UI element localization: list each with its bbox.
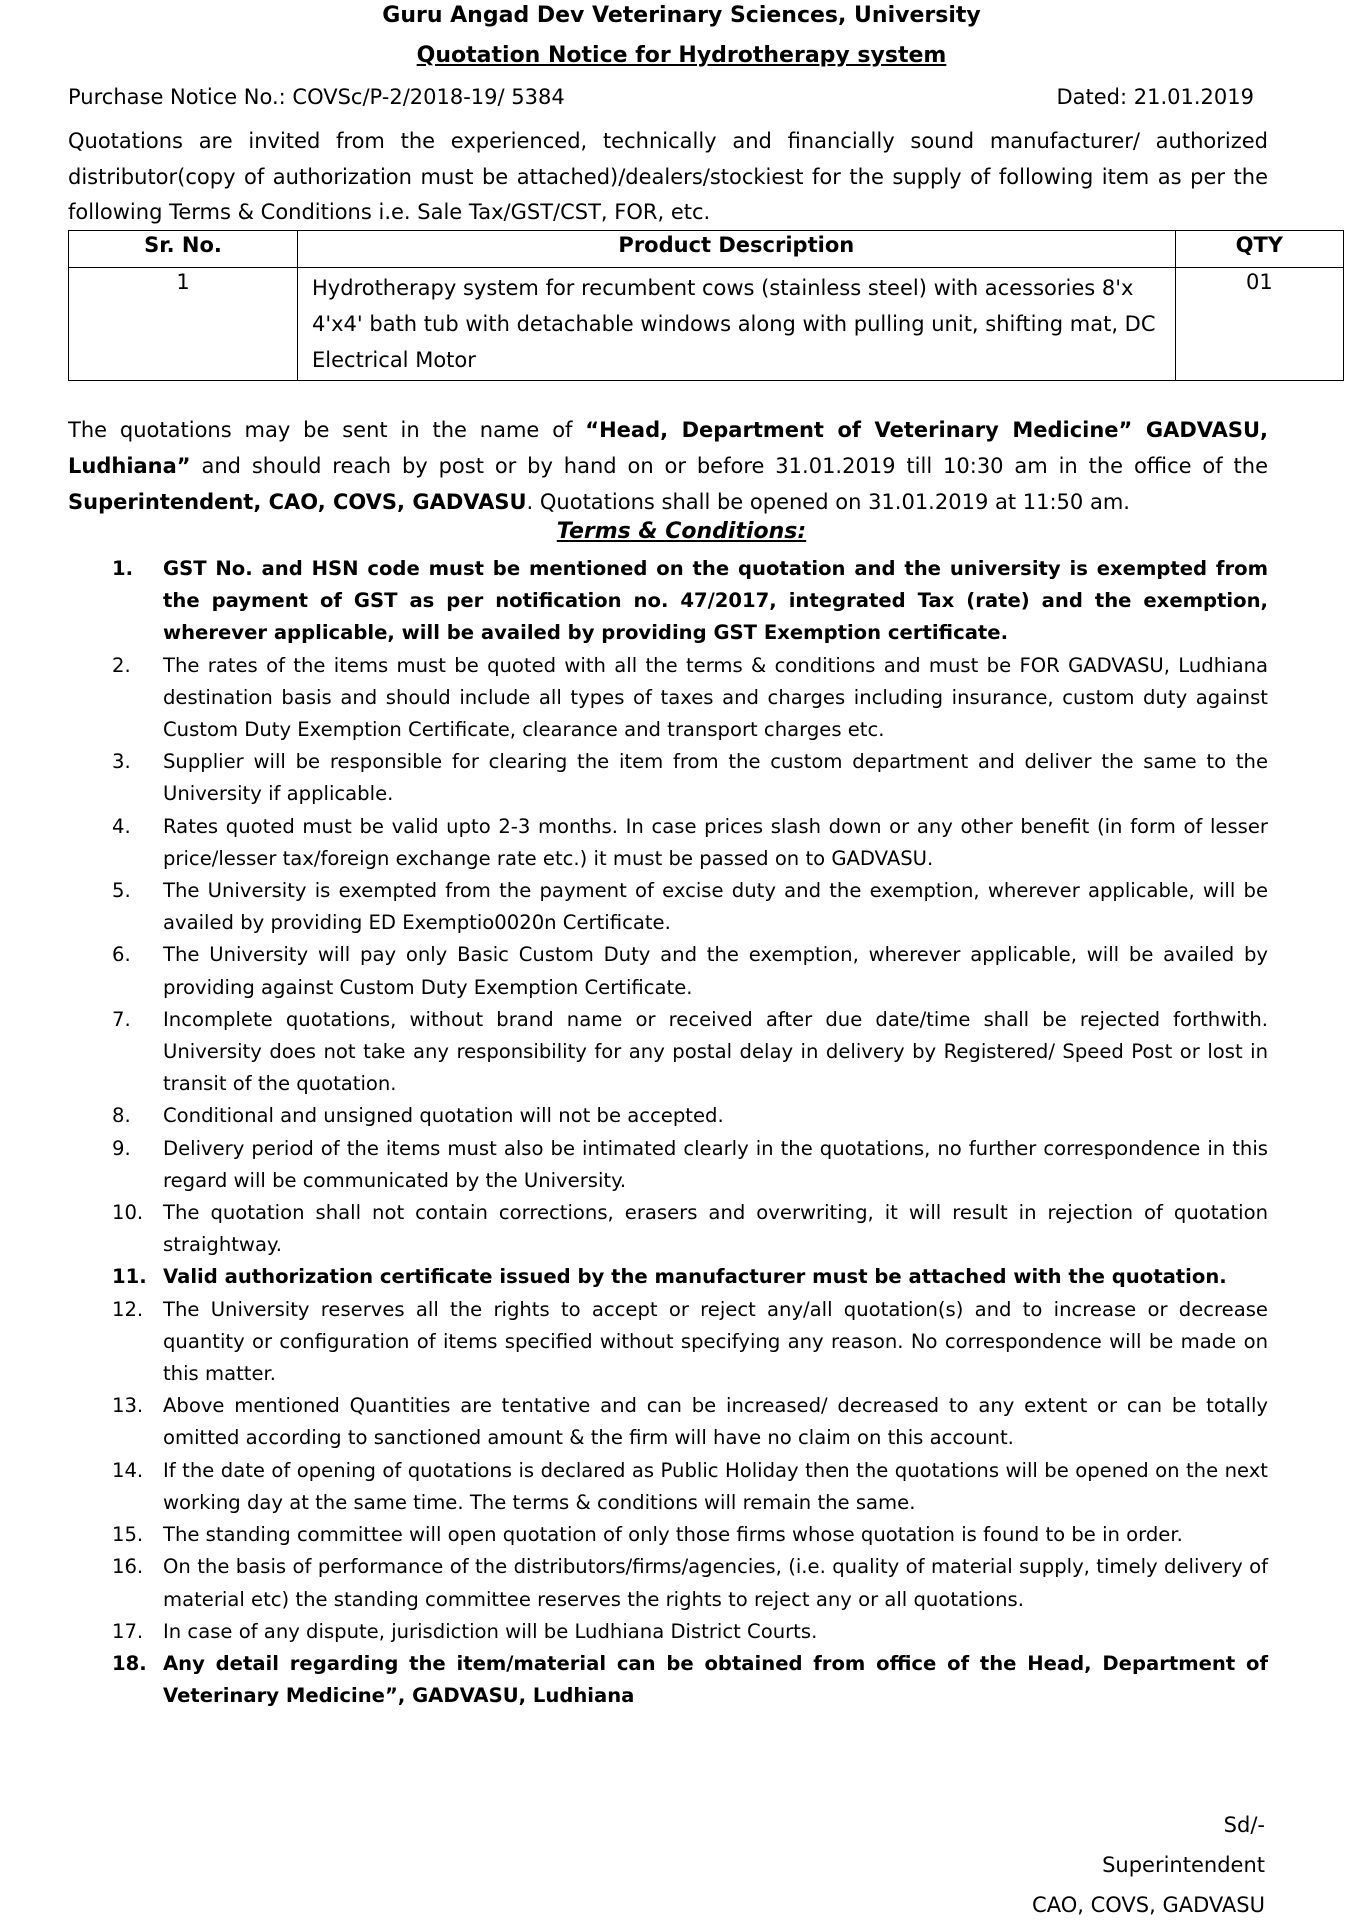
table-row	[69, 268, 1344, 381]
list-item	[68, 1616, 1268, 1648]
term-number: 17.	[112, 1619, 144, 1643]
term-text: If the date of opening of quotations is declared as Public Holiday then the quotations will be opened on the next working day at the same time. The terms & conditions will remain the same.	[163, 1458, 1268, 1514]
list-item	[68, 1519, 1268, 1551]
submission-addressee: “Head, Department of Veterinary Medicine” GADVASU, Ludhiana”	[68, 418, 1268, 478]
signature-designation: Superintendent	[1102, 1853, 1265, 1877]
term-text: The University will pay only Basic Custom Duty and the exemption, wherever applicable, will be availed by providing against Custom Duty Exemption Certificate.	[163, 943, 1268, 999]
purchase-notice-number: Purchase Notice No.: COVSc/P-2/2018-19/ 5384	[68, 85, 565, 109]
term-text: The quotation shall not contain corrections, erasers and overwriting, it will result in rejection of quotation straightway.	[163, 1201, 1268, 1257]
list-item	[68, 553, 1268, 650]
signature-office: CAO, COVS, GADVASU	[1032, 1893, 1265, 1917]
term-text: The University is exempted from the payment of excise duty and the exemption, wherever applicable, will be availed by providing ED Exemptio0020n Certificate.	[163, 879, 1268, 935]
term-number: 16.	[112, 1555, 144, 1579]
list-item	[68, 1261, 1268, 1293]
cell-sr: 1	[69, 268, 298, 381]
term-text: The standing committee will open quotation of only those firms whose quotation is found to be in order.	[163, 1523, 1183, 1547]
list-item	[68, 650, 1268, 747]
term-number: 12.	[112, 1297, 144, 1321]
items-table	[68, 230, 1344, 381]
term-text: Valid authorization certificate issued by the manufacturer must be attached with the quotation.	[163, 1265, 1227, 1289]
list-item	[68, 1648, 1268, 1712]
term-text: Conditional and unsigned quotation will not be accepted.	[163, 1104, 724, 1128]
col-header-sr: Sr. No.	[69, 231, 298, 268]
submission-paragraph	[68, 412, 1268, 520]
list-item	[68, 1100, 1268, 1132]
term-text: Delivery period of the items must also be intimated clearly in the quotations, no further correspondence in this regard will be communicated by the University.	[163, 1136, 1268, 1192]
list-item	[68, 875, 1268, 939]
notice-title: Quotation Notice for Hydrotherapy system	[416, 43, 947, 68]
cell-qty: 01	[1175, 268, 1343, 381]
term-text: Above mentioned Quantities are tentative and can be increased/ decreased to any extent or can be totally omitted according to sanctioned amount & the firm will have no claim on this account.	[163, 1394, 1268, 1450]
term-number: 10.	[112, 1201, 144, 1225]
list-item	[68, 1551, 1268, 1615]
term-number: 4.	[112, 814, 131, 838]
term-number: 14.	[112, 1458, 144, 1482]
term-text: In case of any dispute, jurisdiction will be Ludhiana District Courts.	[163, 1619, 818, 1643]
term-number: 1.	[112, 557, 134, 580]
terms-heading: Terms & Conditions:	[556, 519, 807, 544]
list-item	[68, 1390, 1268, 1454]
term-number: 11.	[112, 1265, 147, 1289]
term-number: 7.	[112, 1007, 131, 1031]
list-item	[68, 1004, 1268, 1101]
list-item	[68, 811, 1268, 875]
signature-block	[1032, 1805, 1265, 1925]
term-number: 6.	[112, 943, 131, 967]
term-text: Incomplete quotations, without brand name or received after due date/time shall be rejected forthwith. University does not take any responsibility for any postal delay in delivery by Registered/ Speed Post or lost in transit of the quotation.	[163, 1007, 1268, 1096]
institution-name: Guru Angad Dev Veterinary Sciences, University	[382, 3, 981, 28]
list-item	[68, 1455, 1268, 1519]
term-text: Any detail regarding the item/material can be obtained from office of the Head, Department of Veterinary Medicine”, GADVASU, Ludhiana	[163, 1651, 1268, 1708]
term-number: 13.	[112, 1394, 144, 1418]
signature-sd: Sd/-	[1223, 1813, 1265, 1837]
col-header-description: Product Description	[298, 231, 1176, 268]
submission-text-3: . Quotations shall be opened on 31.01.2019 at 11:50 am.	[526, 490, 1130, 514]
list-item	[68, 1133, 1268, 1197]
term-number: 9.	[112, 1136, 131, 1160]
term-text: On the basis of performance of the distributors/firms/agencies, (i.e. quality of material supply, timely delivery of material etc) the standing committee reserves the rights to reject any or all quotations.	[163, 1555, 1268, 1611]
notice-date: Dated: 21.01.2019	[1056, 85, 1254, 109]
term-number: 5.	[112, 879, 131, 903]
term-number: 15.	[112, 1523, 144, 1547]
cell-description: Hydrotherapy system for recumbent cows (stainless steel) with acessories 8'x 4'x4' bath tub with detachable windows along with pulling unit, shifting mat, DC Electrical Motor	[298, 268, 1176, 381]
list-item	[68, 746, 1268, 810]
term-text: GST No. and HSN code must be mentioned on the quotation and the university is exempted from the payment of GST as per notification no. 47/2017, integrated Tax (rate) and the exemption, wherever applicable, will be availed by providing GST Exemption certificate.	[163, 557, 1268, 645]
term-text: Rates quoted must be valid upto 2-3 months. In case prices slash down or any other benefit (in form of lesser price/lesser tax/foreign exchange rate etc.) it must be passed on to GADVASU.	[163, 814, 1268, 870]
notice-ref-row	[68, 85, 1268, 109]
terms-list	[68, 553, 1268, 1712]
term-text: The University reserves all the rights to accept or reject any/all quotation(s) and to increase or decrease quantity or configuration of items specified without specifying any reason. No correspondence will be made on this matter.	[163, 1297, 1268, 1386]
term-text: The rates of the items must be quoted with all the terms & conditions and must be FOR GADVASU, Ludhiana destination basis and should include all types of taxes and charges including insurance, custom duty against Custom Duty Exemption Certificate, clearance and transport charges etc.	[163, 653, 1268, 742]
intro-paragraph: Quotations are invited from the experienced, technically and financially sound manufacturer/ authorized distributor(copy of authorization must be attached)/dealers/stockiest for the supply of following item as per the following Terms & Conditions i.e. Sale Tax/GST/CST, FOR, etc.	[68, 129, 1268, 224]
term-number: 3.	[112, 750, 131, 774]
submission-office: Superintendent, CAO, COVS, GADVASU	[68, 490, 527, 514]
table-header-row	[69, 231, 1344, 268]
col-header-qty: QTY	[1175, 231, 1343, 268]
submission-text-1: The quotations may be sent in the name of	[68, 418, 586, 442]
list-item	[68, 939, 1268, 1003]
term-text: Supplier will be responsible for clearing the item from the custom department and deliver the same to the University if applicable.	[163, 750, 1268, 806]
term-number: 2.	[112, 653, 131, 677]
list-item	[68, 1197, 1268, 1261]
submission-text-2: and should reach by post or by hand on or before 31.01.2019 till 10:30 am in the office of the	[190, 454, 1268, 478]
list-item	[68, 1294, 1268, 1391]
term-number: 18.	[112, 1651, 147, 1675]
term-number: 8.	[112, 1104, 131, 1128]
